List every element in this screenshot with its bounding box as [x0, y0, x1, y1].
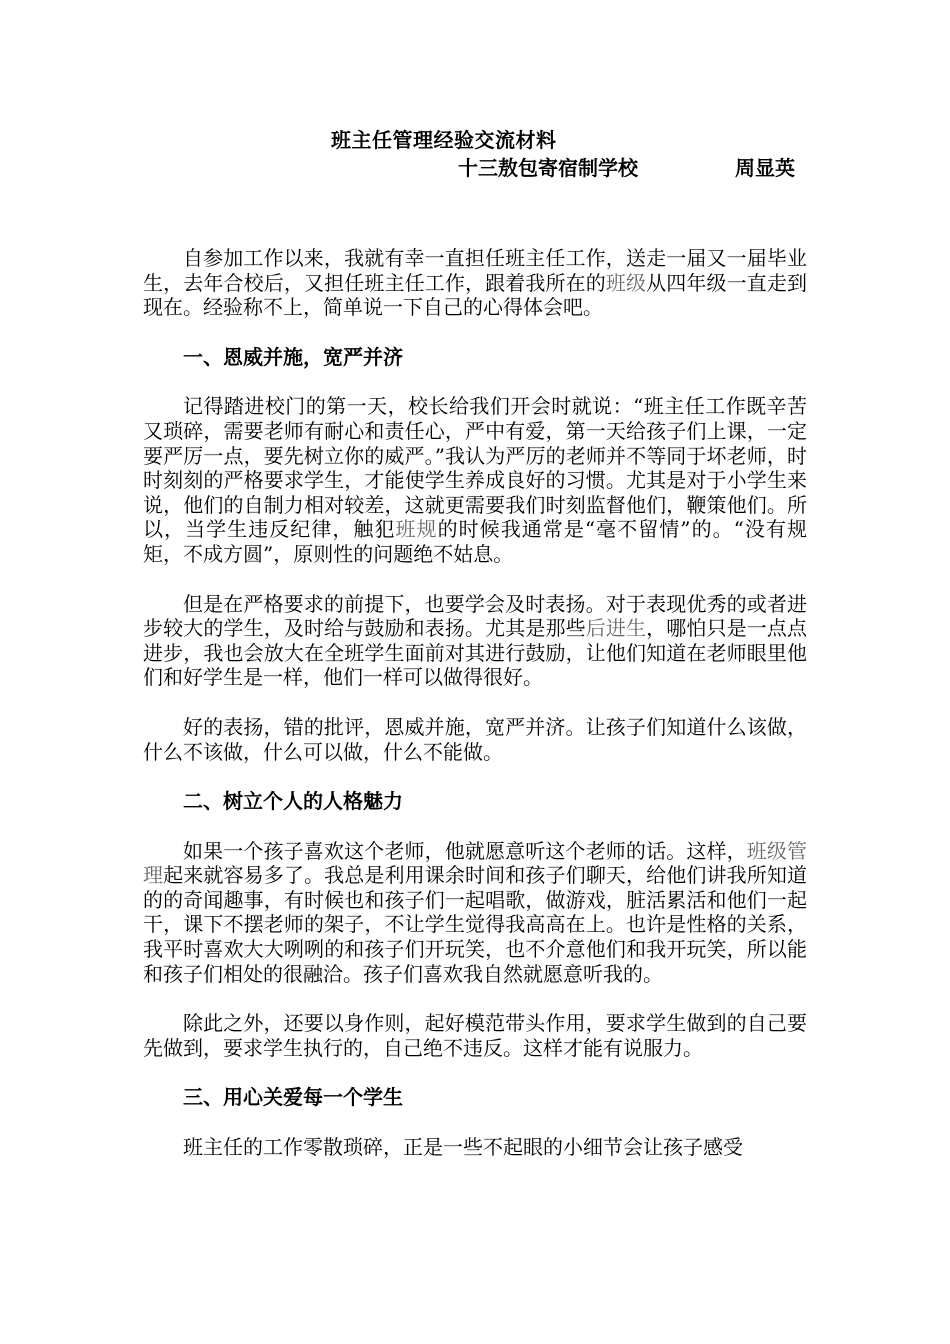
paragraph: 除此之外，还要以身作则，起好模范带头作用，要求学生做到的自己要先做到，要求学生执行的，自己绝不违反。这样才能有说服力。	[143, 1011, 807, 1060]
keyword-link-class-rules[interactable]: 班规	[395, 517, 438, 542]
text-run: 从四年级一直走到现在。经验称不上，简单说一下自己的心得体会吧。	[143, 270, 807, 320]
document-title: 班主任管理经验交流材料	[331, 128, 557, 152]
text-run: 自参加工作以来，我就有幸一直担任班主任工作，送走一届又一届毕业生，去年合校后，又担任班主任工作，跟着我所在的	[143, 246, 807, 295]
text-run: 但是在严格要求的前提下，也要学会及时表扬。对于表现优秀的或者进步较大的学生，及时给与鼓励和表扬。尤其是那些	[143, 591, 807, 641]
keyword-link-class[interactable]: 班级	[605, 270, 647, 295]
school-name: 十三敖包寄宿制学校	[458, 156, 638, 180]
paragraph: 班主任的工作零散琐碎，正是一些不起眼的小细节会让孩子感受	[183, 1135, 743, 1160]
text-run: 记得踏进校门的第一天，校长给我们开会时就说：“班主任工作既辛苦又琐碎，需要老师有耐心和责任心，严中有爱，第一天给孩子们上课，一定要严厉一点，要先树立你的威严。”我认为严厉的老师并不等同于坏老师，时时刻刻的严格要求学生，才能使学生养成良好的习惯。尤其是对于小学生来说，他们的自制力相对较差，这就更需要我们时刻监督他们，鞭策他们。所以，当学生违反纪律，触犯	[143, 394, 807, 542]
section-heading-2: 二、树立个人的人格魅力	[183, 789, 403, 814]
section-heading-3: 三、用心关爱每一个学生	[183, 1085, 403, 1110]
keyword-link-class-management[interactable]: 班级管理	[143, 838, 808, 888]
text-run: 如果一个孩子喜欢这个老师，他就愿意听这个老师的话。这样，	[183, 838, 747, 863]
text-run: 的时候我通常是“毫不留情”的。“没有规矩，不成方圆”，原则性的问题绝不姑息。	[143, 517, 808, 566]
section-heading-1: 一、恩威并施，宽严并济	[183, 344, 403, 369]
text-run: ，哪怕只是一点点进步，我也会放大在全班学生面前对其进行鼓励，让他们知道在老师眼里他们和好学生是一样，他们一样可以做得很好。	[143, 616, 807, 690]
paragraph	[143, 839, 807, 987]
paragraph	[143, 592, 807, 690]
document-byline	[458, 152, 808, 181]
paragraph	[143, 394, 807, 566]
paragraph	[143, 246, 807, 320]
document-body	[143, 246, 807, 1185]
keyword-link-underachiever[interactable]: 后进生	[585, 616, 647, 641]
text-run: 起来就容易多了。我总是利用课余时间和孩子们聊天，给他们讲我所知道的的奇闻趣事，有时候也和孩子们一起唱歌，做游戏，脏活累活和他们一起干，课下不摆老师的架子，不让学生觉得我高高在上。也许是性格的关系，我平时喜欢大大咧咧的和孩子们开玩笑，也不介意他们和我开玩笑，所以能和孩子们相处的很融洽。孩子们喜欢我自然就愿意听我的。	[143, 863, 807, 986]
paragraph: 好的表扬，错的批评，恩威并施，宽严并济。让孩子们知道什么该做，什么不该做，什么可以做，什么不能做。	[143, 714, 807, 764]
author-name: 周显英	[735, 156, 795, 180]
